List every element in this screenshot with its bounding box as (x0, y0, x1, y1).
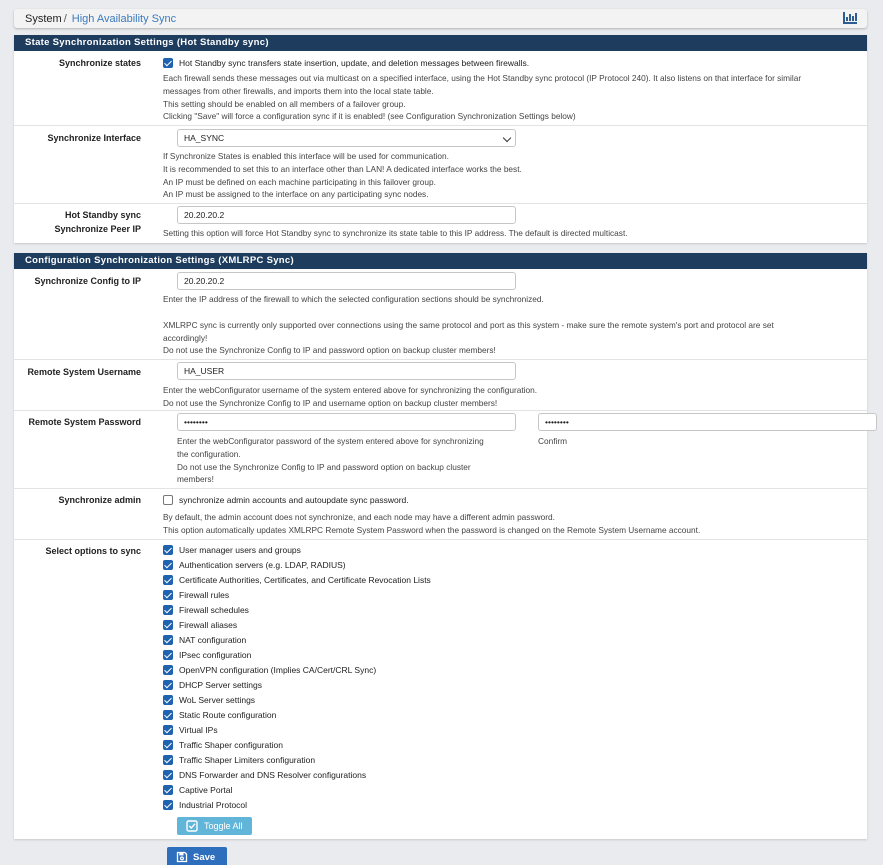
help-text: the configuration. (177, 448, 241, 459)
sync-option-label: Certificate Authorities, Certificates, and Certificate Revocation Lists (179, 574, 431, 585)
help-text: Enter the webConfigurator password of the system entered above for synchronizing (177, 436, 484, 446)
synchronize-admin-checkbox-text: synchronize admin accounts and autoupdate sync password. (179, 494, 409, 505)
sync-option-checkbox[interactable] (163, 620, 173, 630)
save-label: Save (193, 851, 216, 863)
config-sync-panel (14, 253, 867, 839)
remote-username-value: HA_USER (184, 366, 225, 376)
help-text: An IP must be assigned to the interface on any participating sync nodes. (163, 189, 429, 200)
help-text: XMLRPC sync is currently only supported over connections using the same protocol and port as this system - make sure the remote system's port and protocol are set (163, 319, 774, 330)
synchronize-states-checkbox-text: Hot Standby sync transfers state insertion, update, and deletion messages between firewalls. (179, 57, 530, 68)
panel-heading-config-sync: Configuration Synchronization Settings (XMLRPC Sync) (14, 253, 867, 269)
help-text: Clicking "Save" will force a configuration sync if it is enabled! (see Configuration Synchronization Settings below) (163, 111, 576, 122)
sync-config-ip-input[interactable] (177, 272, 516, 290)
sync-option-label: IPsec configuration (179, 649, 252, 660)
sync-option-label: OpenVPN configuration (Implies CA/Cert/CRL Sync) (179, 664, 377, 675)
label-select-options: Select options to sync (45, 546, 141, 556)
breadcrumb-root[interactable]: System (25, 12, 62, 25)
sync-option-checkbox[interactable] (163, 695, 173, 705)
confirm-password-value: •••••••• (545, 417, 569, 427)
help-text: Enter the webConfigurator username of the system entered above for synchronizing the configuration. (163, 385, 538, 395)
row-sync-config-ip (14, 269, 867, 360)
help-text: It is recommended to set this to an interface other than LAN! A dedicated interface works the best. (163, 163, 522, 174)
sync-option-item (163, 737, 861, 752)
sync-option-label: User manager users and groups (179, 544, 301, 555)
breadcrumb-current[interactable]: High Availability Sync (71, 12, 177, 25)
sync-option-item (163, 647, 861, 662)
chevron-down-icon (503, 134, 511, 142)
label-remote-password: Remote System Password (28, 417, 141, 427)
sync-option-checkbox[interactable] (163, 560, 173, 570)
breadcrumb-separator: / (63, 12, 67, 25)
sync-option-label: WoL Server settings (179, 694, 256, 705)
help-text: Do not use the Synchronize Config to IP and password option on backup cluster (177, 461, 471, 472)
sync-option-item (163, 542, 861, 557)
row-synchronize-admin (14, 489, 867, 540)
sync-option-item (163, 587, 861, 602)
check-square-icon (186, 820, 198, 832)
help-text: An IP must be defined on each machine participating in this failover group. (163, 176, 436, 187)
sync-option-item (163, 632, 861, 647)
synchronize-states-checkbox[interactable] (163, 58, 173, 68)
sync-option-label: DNS Forwarder and DNS Resolver configurations (179, 769, 367, 780)
synchronize-admin-checkbox[interactable] (163, 495, 173, 505)
synchronize-interface-value: HA_SYNC (184, 133, 225, 143)
sync-option-label: Captive Portal (179, 784, 233, 795)
help-text: Do not use the Synchronize Config to IP and password option on backup cluster members! (163, 345, 496, 356)
help-text: By default, the admin account does not synchronize, and each node may have a different admin password. (163, 512, 555, 522)
row-remote-username (14, 360, 867, 411)
peer-ip-input[interactable] (177, 206, 516, 224)
sync-config-ip-value: 20.20.20.2 (184, 276, 225, 286)
remote-password-value: •••••••• (184, 417, 208, 427)
sync-option-label: DHCP Server settings (179, 679, 262, 690)
sync-option-item (163, 797, 861, 812)
sync-option-checkbox[interactable] (163, 785, 173, 795)
sync-option-item (163, 677, 861, 692)
help-text: This option automatically updates XMLRPC Remote System Password when the password is changed on the Remote System Username account. (163, 524, 701, 535)
sync-option-checkbox[interactable] (163, 725, 173, 735)
label-synchronize-admin: Synchronize admin (58, 495, 141, 505)
sync-option-checkbox[interactable] (163, 635, 173, 645)
sync-option-label: Static Route configuration (179, 709, 277, 720)
label-sync-config-ip: Synchronize Config to IP (34, 276, 141, 286)
sync-option-label: Traffic Shaper configuration (179, 739, 283, 750)
row-synchronize-interface (14, 126, 867, 204)
sync-option-label: Industrial Protocol (179, 799, 248, 810)
sync-option-item (163, 602, 861, 617)
breadcrumb (14, 9, 867, 28)
sync-option-checkbox[interactable] (163, 740, 173, 750)
row-synchronize-states (14, 51, 867, 126)
sync-option-label: Virtual IPs (179, 724, 218, 735)
sync-option-item (163, 572, 861, 587)
confirm-password-input[interactable] (538, 413, 877, 431)
help-text: Setting this option will force Hot Standby sync to synchronize its state table to this IP address. The default is directed multicast. (163, 228, 628, 238)
help-text: This setting should be enabled on all members of a failover group. (163, 98, 406, 109)
sync-option-checkbox[interactable] (163, 800, 173, 810)
sync-option-checkbox[interactable] (163, 545, 173, 555)
sync-option-label: Authentication servers (e.g. LDAP, RADIUS) (179, 559, 346, 570)
row-peer-ip (14, 204, 867, 243)
sync-option-checkbox[interactable] (163, 710, 173, 720)
help-text: Do not use the Synchronize Config to IP and username option on backup cluster members! (163, 397, 498, 408)
help-text: Each firewall sends these messages out via multicast on a specified interface, using the Hot Standby sync protocol (IP Protocol 240). It also listens on that interface for similar (163, 73, 802, 83)
sync-option-item (163, 767, 861, 782)
bar-chart-icon[interactable] (843, 12, 857, 24)
sync-option-item (163, 722, 861, 737)
sync-options-list (163, 542, 861, 812)
sync-option-label: Firewall aliases (179, 619, 238, 630)
save-button[interactable] (167, 847, 227, 865)
floppy-disk-icon (176, 851, 188, 863)
sync-option-checkbox[interactable] (163, 770, 173, 780)
sync-option-label: Traffic Shaper Limiters configuration (179, 754, 316, 765)
help-text: Enter the IP address of the firewall to which the selected configuration sections should be synchronized. (163, 294, 544, 304)
panel-heading-state-sync: State Synchronization Settings (Hot Standby sync) (14, 35, 867, 51)
help-text: members! (177, 474, 214, 485)
sync-option-label: NAT configuration (179, 634, 247, 645)
label-peer-ip-line2: Synchronize Peer IP (54, 224, 141, 234)
confirm-label: Confirm (538, 436, 568, 446)
sync-option-checkbox[interactable] (163, 665, 173, 675)
sync-option-checkbox[interactable] (163, 680, 173, 690)
sync-option-checkbox[interactable] (163, 575, 173, 585)
label-peer-ip (14, 209, 141, 235)
sync-option-label: Firewall schedules (179, 604, 249, 615)
help-text: accordingly! (163, 332, 208, 343)
sync-option-checkbox[interactable] (163, 650, 173, 660)
sync-option-item (163, 617, 861, 632)
synchronize-interface-select[interactable] (177, 129, 516, 147)
label-remote-username: Remote System Username (27, 367, 141, 377)
sync-option-item (163, 557, 861, 572)
label-peer-ip-line1: Hot Standby sync (64, 210, 141, 220)
toggle-all-button[interactable] (177, 817, 252, 835)
help-text: If Synchronize States is enabled this interface will be used for communication. (163, 151, 449, 161)
toggle-all-label: Toggle All (204, 821, 243, 831)
sync-option-item (163, 752, 861, 767)
sync-option-item (163, 662, 861, 677)
sync-option-checkbox[interactable] (163, 590, 173, 600)
row-remote-password (14, 411, 867, 489)
sync-option-item (163, 782, 861, 797)
label-synchronize-interface: Synchronize Interface (47, 133, 141, 143)
remote-password-input[interactable] (177, 413, 516, 431)
label-synchronize-states: Synchronize states (58, 58, 141, 68)
sync-option-item (163, 707, 861, 722)
sync-option-checkbox[interactable] (163, 755, 173, 765)
peer-ip-value: 20.20.20.2 (184, 210, 225, 220)
remote-username-input[interactable] (177, 362, 516, 380)
sync-option-label: Firewall rules (179, 589, 230, 600)
state-sync-panel (14, 35, 867, 243)
help-text: messages from other firewalls, and imports them into the local state table. (163, 85, 434, 96)
row-select-options (14, 540, 867, 838)
sync-option-checkbox[interactable] (163, 605, 173, 615)
sync-option-item (163, 692, 861, 707)
